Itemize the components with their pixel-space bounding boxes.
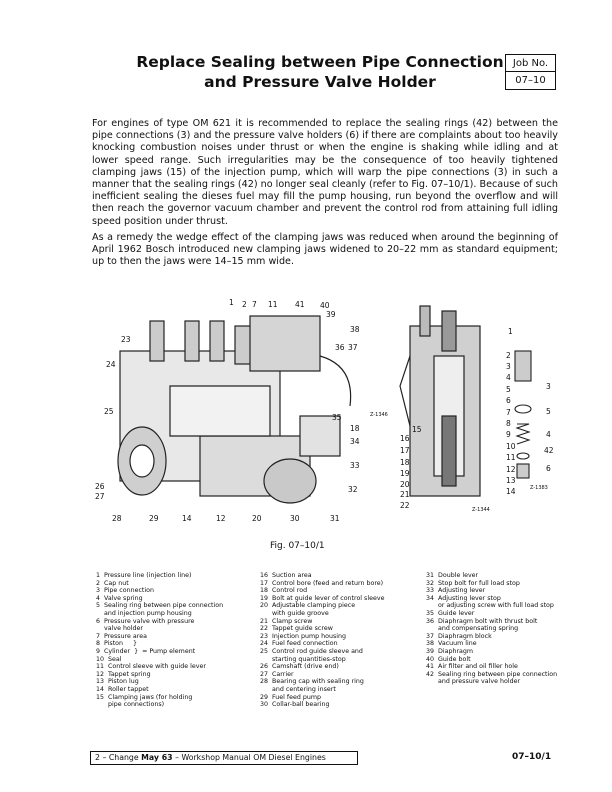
page-title: [130, 52, 510, 92]
callout-20: 20: [252, 514, 262, 522]
job-number: 07–10: [515, 75, 546, 86]
ref-z1383: Z-1383: [530, 485, 548, 491]
callout-34: 34: [350, 437, 360, 446]
callout-37: 37: [348, 343, 358, 352]
callout-26: 26: [95, 482, 105, 491]
legend-entry: 39 Diaphragm: [426, 647, 474, 655]
legend-entry: 36 Diaphragm bolt with thrust bolt: [426, 617, 538, 625]
legend-entry: and compensating spring: [426, 625, 519, 633]
callout-41: 41: [295, 300, 305, 309]
legend-entry: 30 Collar-ball bearing: [260, 701, 330, 709]
legend-entry: 15 Clamping jaws (for holding: [96, 693, 193, 701]
pump-section-drawing: [400, 306, 480, 496]
callout-30: 30: [290, 514, 300, 522]
ref-z1344: Z-1344: [472, 507, 490, 513]
callout-29: 29: [149, 514, 159, 522]
ref-z1346: Z-1346: [370, 412, 388, 418]
legend-entry: 33 Adjusting lever: [426, 587, 486, 595]
callout-15: 15: [412, 425, 422, 434]
scallout-42: 42: [544, 446, 554, 455]
legend-entry: 32 Stop bolt for full load stop: [426, 579, 520, 587]
legend-entry: 21 Clamp screw: [260, 617, 313, 625]
legend-entry: with guide groove: [260, 609, 329, 617]
callout-31: 31: [330, 514, 340, 522]
legend-entry: 16 Suction area: [260, 572, 312, 579]
rcallout-6: 6: [506, 396, 511, 405]
rcallout-12: 12: [506, 465, 516, 474]
callout-36: 36: [335, 343, 345, 352]
scallout-4: 4: [546, 430, 551, 439]
callout-32: 32: [348, 485, 358, 494]
rcallout-2: 2: [506, 351, 511, 360]
rcallout-8: 8: [506, 419, 511, 428]
legend-entry: 40 Guide bolt: [426, 655, 471, 663]
callout-7: 7: [252, 300, 257, 309]
legend-entry: 27 Carrier: [260, 670, 294, 678]
legend-entry: 11 Control sleeve with guide lever: [96, 663, 206, 671]
rcallout-11: 11: [506, 453, 516, 462]
callout-27: 27: [95, 492, 105, 501]
paragraph-2: As a remedy the wedge effect of the clamping jaws was reduced when around the beginning of April 1962 Bosch introduced new clamping jaws widened to 20–22 mm as standard equipment; up to then the jaws were 14–15 mm wide.: [92, 232, 558, 268]
legend-entry: 17 Control bore (feed and return bore): [260, 579, 384, 587]
legend-entry: valve holder: [96, 625, 143, 633]
scallout-3: 3: [546, 382, 551, 391]
callout-18b: 18: [400, 458, 410, 467]
legend-entry: 2 Cap nut: [96, 579, 129, 587]
legend-entry: 18 Control rod: [260, 587, 308, 595]
legend-entry: 5 Sealing ring between pipe connection: [96, 602, 224, 610]
callout-21: 21: [400, 490, 410, 499]
legend-entry: 41 Air filter and oil filler hole: [426, 663, 518, 671]
legend-entry: 20 Adjustable clamping piece: [260, 602, 356, 610]
legend-entry: 14 Roller tappet: [96, 685, 149, 693]
page-number: 07–10/1: [512, 752, 552, 762]
rcallout-9: 9: [506, 430, 511, 439]
legend-entry: 37 Diaphragm block: [426, 632, 492, 640]
rcallout-5: 5: [506, 385, 511, 394]
callout-16: 16: [400, 434, 410, 443]
callout-1: 1: [229, 298, 234, 307]
legend-entry: 28 Bearing cap with sealing ring: [260, 678, 364, 686]
callout-25: 25: [104, 407, 114, 416]
paragraph-1: For engines of type OM 621 it is recommended to replace the sealing rings (42) between the pipe connections (3) and the pressure valve holders (6) if there are complaints about too heavily knocking combustion noises under thrust or when the engine is shaking while idling and at lower speed range. Such irregularities may be the consequence of too heavily tightened clamping jaws (15) of the injection pump, which will warp the pipe connections (3) in such a manner that the sealing rings (42) no longer seal cleanly (refer to Fig. 07–10/1). Because of such inefficient sealing the dieses fuel may fill the pump housing, run beyond the overflow and will then reach the governor vacuum chamber and prevent the control rod from attaining full idling speed position under thrust.: [92, 118, 558, 227]
legend-column-3: [426, 572, 566, 686]
callout-20b: 20: [400, 480, 410, 489]
callout-14: 14: [182, 514, 192, 522]
legend-entry: 23 Injection pump housing: [260, 632, 346, 640]
callout-11: 11: [268, 300, 278, 309]
callout-22: 22: [400, 501, 410, 510]
callout-12: 12: [216, 514, 226, 522]
rcallout-1: 1: [508, 327, 513, 336]
footer-change: May 63: [141, 753, 173, 762]
title-line-1: Replace Sealing between Pipe Connection: [136, 53, 504, 71]
legend-entry: 25 Control rod guide sleeve and: [260, 647, 363, 655]
rcallout-3: 3: [506, 362, 511, 371]
pump-exterior-drawing: [118, 316, 351, 503]
rcallout-7: 7: [506, 408, 511, 417]
legend-entry: 35 Guide lever: [426, 609, 475, 617]
rcallout-13: 13: [506, 476, 516, 485]
legend-entry: 12 Tappet spring: [96, 670, 151, 678]
callout-35: 35: [332, 413, 342, 422]
job-label: Job No.: [506, 55, 555, 72]
legend-entry: 34 Adjusting lever stop: [426, 594, 501, 602]
callout-28: 28: [112, 514, 122, 522]
scallout-5: 5: [546, 407, 551, 416]
figure-caption: Fig. 07–10/1: [270, 541, 325, 551]
legend-entry: 7 Pressure area: [96, 632, 147, 640]
legend-entry: 6 Pressure valve with pressure: [96, 617, 195, 625]
scallout-6: 6: [546, 464, 551, 473]
legend-entry: 8 Piston }: [96, 640, 138, 648]
legend-entry: pipe connections): [96, 701, 165, 709]
callout-19: 19: [400, 469, 410, 478]
callout-39: 39: [326, 310, 336, 319]
rcallout-10: 10: [506, 442, 516, 451]
callout-38: 38: [350, 325, 360, 334]
legend-entry: 1 Pressure line (injection line): [96, 572, 192, 579]
job-number-box: [505, 54, 556, 90]
footer-suffix: – Workshop Manual OM Diesel Engines: [172, 753, 326, 762]
rcallout-14: 14: [506, 487, 516, 496]
rcallout-4: 4: [506, 373, 511, 382]
legend-entry: 31 Double lever: [426, 572, 479, 579]
legend-entry: 10 Seal: [96, 655, 122, 663]
title-line-2: and Pressure Valve Holder: [204, 73, 436, 91]
legend-entry: 42 Sealing ring between pipe connection: [426, 670, 558, 678]
footer-box: [90, 751, 358, 765]
legend-entry: 24 Fuel feed connection: [260, 640, 338, 648]
right-callouts: [506, 327, 516, 496]
footer-prefix: 2 – Change: [95, 753, 142, 762]
callout-24: 24: [106, 360, 116, 369]
legend-entry: starting quantities-stop: [260, 655, 346, 663]
legend-entry: 26 Camshaft (drive end): [260, 663, 339, 671]
callout-18: 18: [350, 424, 360, 433]
legend-entry: and injection pump housing: [96, 609, 192, 617]
callout-23: 23: [121, 335, 131, 344]
legend-entry: 38 Vacuum line: [426, 640, 477, 648]
legend-entry: and pressure valve holder: [426, 678, 521, 686]
legend-column-1: [96, 572, 254, 709]
legend-entry: 13 Piston lug: [96, 678, 139, 686]
legend-entry: 9 Cylinder } = Pump element: [96, 647, 196, 655]
legend-entry: 29 Fuel feed pump: [260, 693, 321, 701]
legend-entry: or adjusting screw with full load stop: [426, 602, 554, 610]
injection-pump-figure: [90, 296, 560, 522]
callout-17: 17: [400, 446, 410, 455]
legend-entry: 22 Tappet guide screw: [260, 625, 333, 633]
legend-entry: 4 Valve spring: [96, 594, 143, 602]
legend-entry: and centering insert: [260, 685, 336, 693]
callout-33: 33: [350, 461, 360, 470]
callout-2: 2: [242, 300, 247, 309]
legend-column-2: [260, 572, 420, 709]
side-callouts: [530, 382, 554, 491]
valve-parts-drawing: [515, 351, 531, 478]
legend-entry: 3 Pipe connection: [96, 587, 154, 595]
callout-40: 40: [320, 301, 330, 310]
legend-entry: 19 Bolt at guide lever of control sleeve: [260, 594, 385, 602]
